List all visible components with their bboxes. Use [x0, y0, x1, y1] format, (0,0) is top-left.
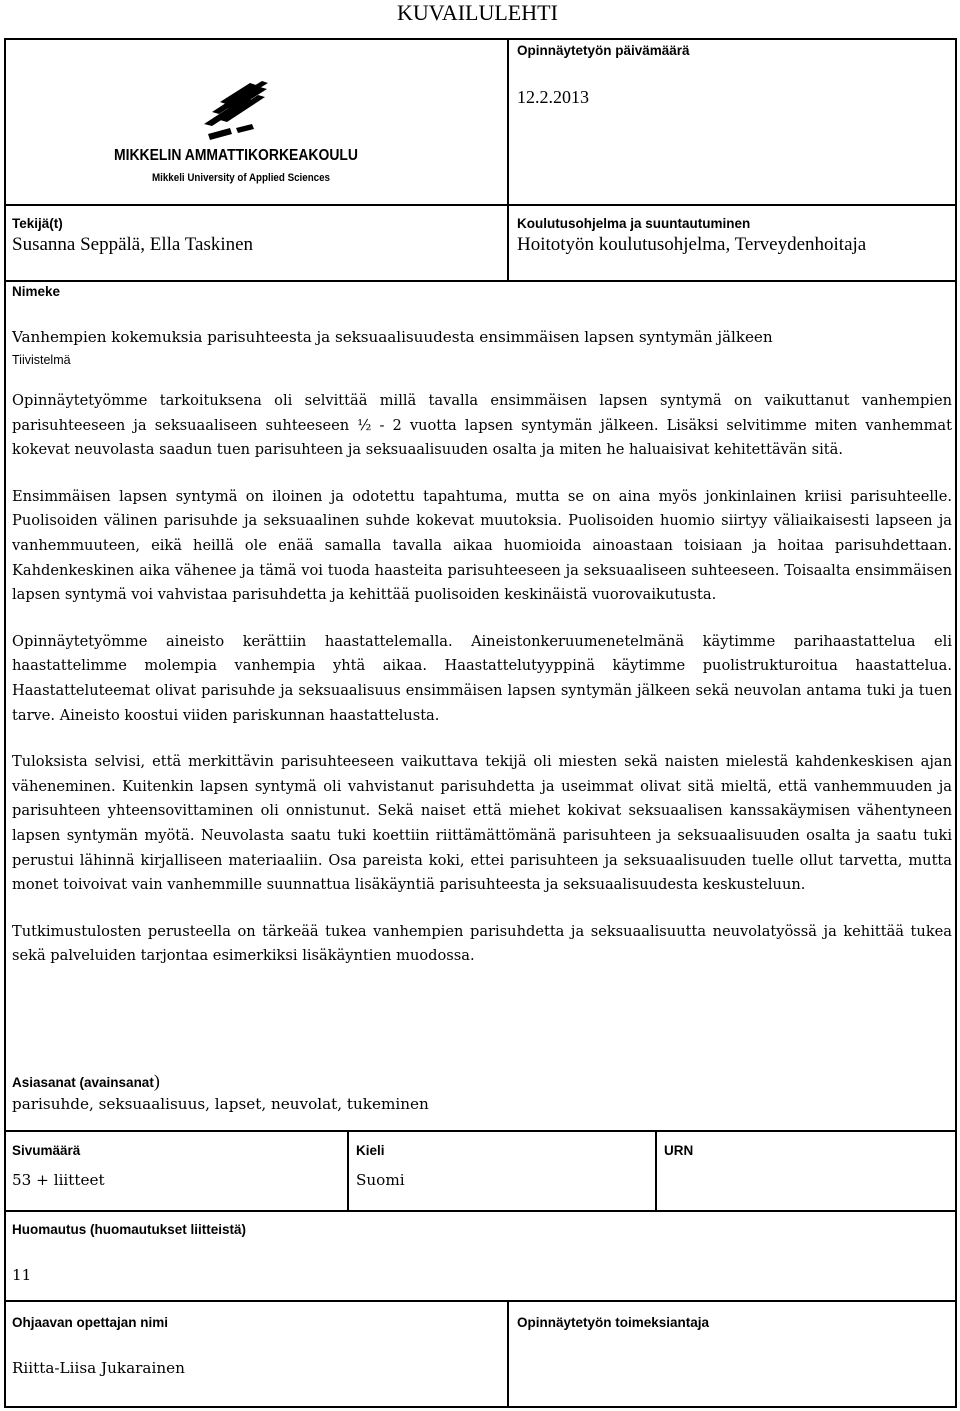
logo-subtitle: Mikkeli University of Applied Sciences	[152, 172, 330, 184]
abstract-paragraph: Opinnäytetyömme aineisto kerättiin haastattelemalla. Aineistonkeruumenetelmänä käytimme parihaastattelua eli haastattelimme molempia vanhempia yhtä aikaa. Haastattelutyyppinä käytimme puolistrukturoitua haastattelua. Haastatteluteemat olivat parisuhde ja seksuaalisuus ensimmäisen lapsen syntymän jälkeen sekä neuvolan antama tuki ja tuen tarve. Aineisto koostui viiden pariskunnan haastattelusta.	[12, 632, 952, 724]
thesis-title: Vanhempien kokemuksia parisuhteesta ja seksuaalisuudesta ensimmäisen lapsen syntymän jälkeen	[12, 328, 773, 346]
keywords-value: parisuhde, seksuaalisuus, lapset, neuvolat, tukeminen	[12, 1095, 429, 1113]
commissioner-label: Opinnäytetyön toimeksiantaja	[517, 1315, 710, 1330]
title-label: Nimeke	[12, 284, 61, 299]
divider	[4, 1300, 957, 1302]
urn-label: URN	[664, 1143, 694, 1158]
language-label: Kieli	[356, 1143, 385, 1158]
abstract-body	[12, 389, 952, 991]
pages-label: Sivumäärä	[12, 1143, 81, 1158]
divider	[507, 38, 509, 281]
notes-value: 11	[12, 1266, 32, 1284]
divider	[655, 1130, 657, 1211]
logo-name: MIKKELIN AMMATTIKORKEAKOULU	[114, 147, 358, 164]
supervisor-value: Riitta-Liisa Jukarainen	[12, 1359, 185, 1377]
abstract-paragraph: Opinnäytetyömme tarkoituksena oli selvittää millä tavalla ensimmäisen lapsen syntymä on vaikuttanut vanhempien parisuhteeseen ja seksuaaliseen suhteeseen ½ - 2 vuotta lapsen syntymän jälkeen. Lisäksi selvitimme miten vanhemmat kokevat neuvolasta saadun tuen parisuhteen ja seksuaalisuuden osalta ja miten he haluaisivat kehitettävän sitä.	[12, 392, 952, 459]
document-title: KUVAILULEHTI	[397, 0, 558, 25]
date-value: 12.2.2013	[517, 87, 589, 107]
divider	[4, 1130, 957, 1132]
mamk-logo-icon	[112, 78, 362, 186]
language-value: Suomi	[356, 1171, 405, 1189]
divider	[4, 204, 957, 206]
keywords-label: Asiasanat (avainsanat)	[12, 1071, 160, 1091]
notes-label: Huomautus (huomautukset liitteistä)	[12, 1222, 247, 1237]
divider	[507, 1300, 509, 1408]
date-label: Opinnäytetyön päivämäärä	[517, 43, 690, 58]
authors-label: Tekijä(t)	[12, 216, 63, 231]
divider	[4, 280, 957, 282]
divider	[4, 1210, 957, 1212]
divider	[347, 1130, 349, 1211]
pages-value: 53 + liitteet	[12, 1171, 105, 1189]
programme-value: Hoitotyön koulutusohjelma, Terveydenhoitaja	[517, 234, 867, 255]
mamk-logo	[112, 78, 362, 186]
programme-label: Koulutusohjelma ja suuntautuminen	[517, 216, 751, 231]
authors-value: Susanna Seppälä, Ella Taskinen	[12, 234, 254, 255]
abstract-paragraph: Tuloksista selvisi, että merkittävin parisuhteeseen vaikuttava tekijä oli miesten sekä naisten mielestä kahdenkeskisen ajan väheneminen. Kuitenkin lapsen syntymä oli vahvistanut parisuhdetta ja useimmat olivat sitä mieltä, että vanhemmuuden ja parisuhteen yhteensovittaminen oli onnistunut. Sekä naiset että miehet kokivat seksuaalisen kanssakäymisen vähentyneen lapsen syntymän myötä. Neuvolasta saatu tuki koettiin riittämättömänä parisuhteen ja seksuaalisuuden osalta ja saatu tuki perustui lähinnä kirjalliseen materiaaliin. Osa pareista koki, ettei parisuhteen ja seksuaalisuuden tuelle ollut tarvetta, mutta monet toivoivat vain vanhemmille suunnattua lisäkäyntiä parisuhteesta ja seksuaalisuudesta keskusteluun.	[12, 753, 952, 894]
abstract-paragraph: Ensimmäisen lapsen syntymä on iloinen ja odotettu tapahtuma, mutta se on aina myös jonkinlainen kriisi parisuhteelle. Puolisoiden välinen parisuhde ja seksuaalinen suhde kokevat muutoksia. Puolisoiden huomio siirtyy väliaikaisesti lapseen ja vanhemmuuteen, eikä heillä ole enää samalla tavalla aikaa huomioida ainoastaan toisiaan ja hoitaa parisuhdettaan. Kahdenkeskinen aika vähenee ja tämä voi tuoda haasteita parisuhteeseen ja seksuaaliseen suhteeseen. Toisaalta ensimmäisen lapsen syntymä voi vahvistaa parisuhdetta ja kehittää puolisoiden keskinäistä vuorovaikutusta.	[12, 487, 952, 604]
abstract-paragraph: Tutkimustulosten perusteella on tärkeää tukea vanhempien parisuhdetta ja seksuaalisuutta neuvolatyössä ja kehittää tukea sekä palveluiden tarjontaa esimerkiksi lisäkäyntien muodossa.	[12, 922, 952, 965]
abstract-label: Tiivistelmä	[12, 353, 71, 367]
supervisor-label: Ohjaavan opettajan nimi	[12, 1315, 169, 1330]
